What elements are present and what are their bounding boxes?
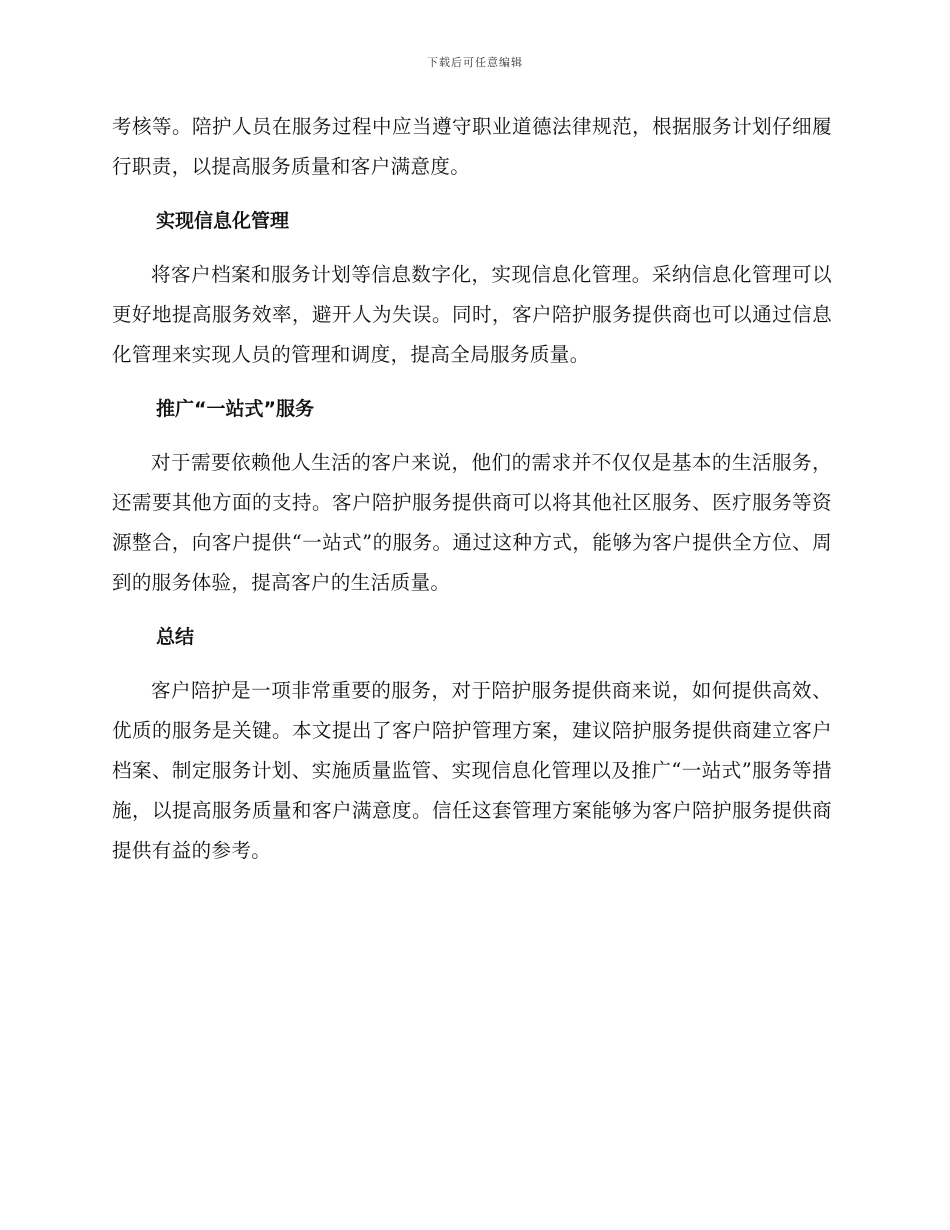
paragraph-summary: 客户陪护是一项非常重要的服务，对于陪护服务提供商来说，如何提供高效、优质的服务是关键。本文提出了客户陪护管理方案，建议陪护服务提供商建立客户档案、制定服务计划、实施质量监管、实现信息化管理以及推广“一站式”服务等措施，以提高服务质量和客户满意度。信任这套管理方案能够为客户陪护服务提供商提供有益的参考。 — [112, 679, 832, 862]
section-heading-summary: 总结 — [156, 626, 195, 648]
paragraph-informatization: 将客户档案和服务计划等信息数字化，实现信息化管理。采纳信息化管理可以更好地提高服务效率，避开人为失误。同时，客户陪护服务提供商也可以通过信息化管理来实现人员的管理和调度，提高全局服务质量。 — [112, 263, 832, 366]
page-header: 下载后可任意编辑 — [427, 56, 523, 69]
paragraph-one-stop-service: 对于需要依赖他人生活的客户来说，他们的需求并不仅仅是基本的生活服务，还需要其他方面的支持。客户陪护服务提供商可以将其他社区服务、医疗服务等资源整合，向客户提供“一站式”的服务。通过这种方式，能够为客户提供全方位、周到的服务体验，提高客户的生活质量。 — [112, 451, 832, 594]
paragraph-continuation: 考核等。陪护人员在服务过程中应当遵守职业道德法律规范，根据服务计划仔细履行职责，以提高服务质量和客户满意度。 — [112, 115, 832, 178]
section-heading-informatization: 实现信息化管理 — [156, 210, 290, 232]
document-body — [112, 107, 832, 885]
section-heading-one-stop-service: 推广“一站式”服务 — [156, 398, 314, 420]
